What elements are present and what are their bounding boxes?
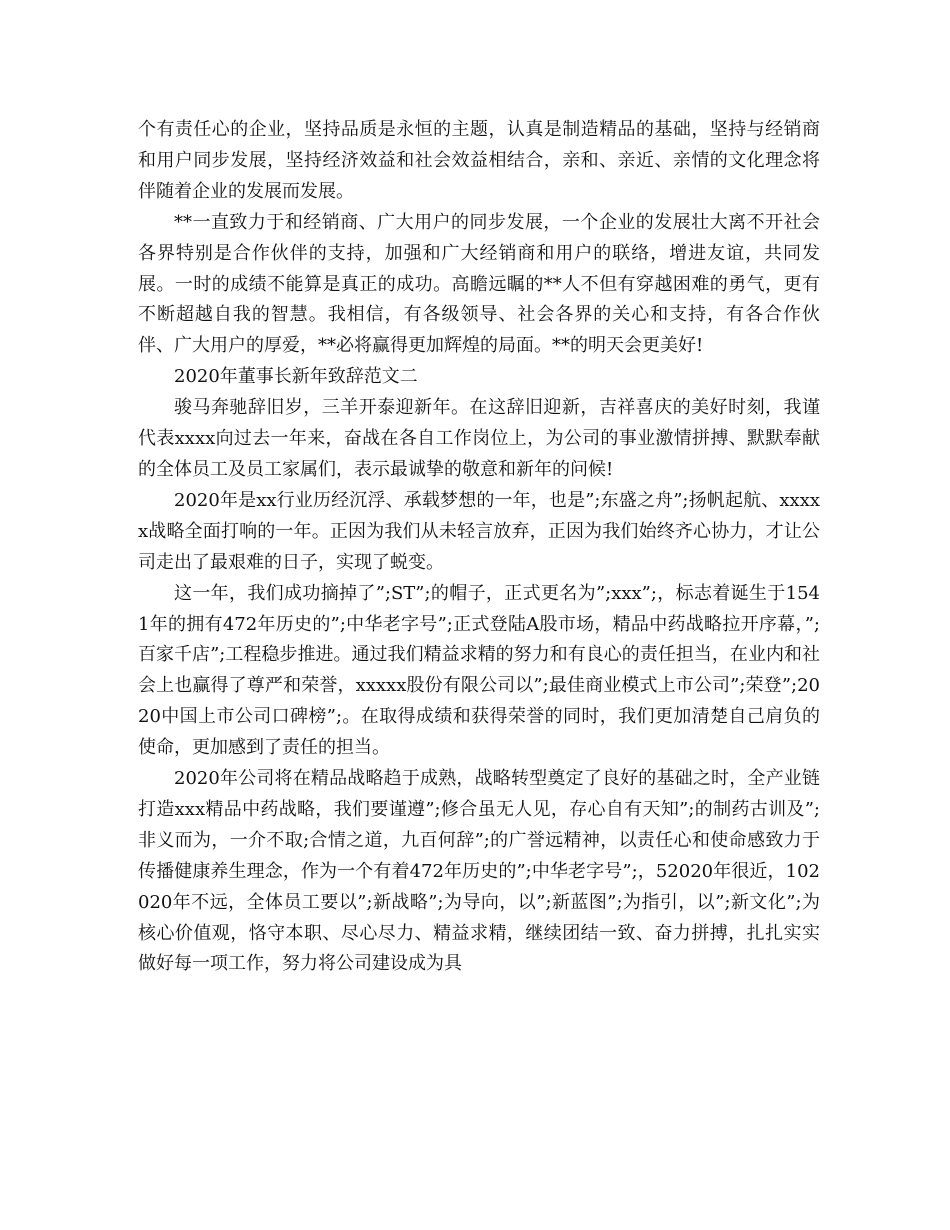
paragraph-achievements: 这一年，我们成功摘掉了”;ST”;的帽子，正式更名为”;xxx”;，标志着诞生于1541年的拥有472年历史的”;中华老字号”;正式登陆A股市场，精品中药战略拉开序幕，”;百家千店”;工程稳步推进。通过我们精益求精的努力和有良心的责任担当，在业内和社会上也赢得了尊严和荣誉，xxxxx股份有限公司以”;最佳商业模式上市公司”;荣登”;2020中国上市公司口碑榜”;。在取得成绩和获得荣誉的同时，我们更加清楚自己肩负的使命，更加感到了责任的担当。 (138, 582, 820, 759)
paragraph-partnership: **一直致力于和经销商、广大用户的同步发展，一个企业的发展壮大离不开社会各界特别是合作伙伴的支持，加强和广大经销商和用户的联络，增进友谊，共同发展。一时的成绩不能算是真正的成功。高瞻远瞩的**人不但有穿越困难的勇气，更有不断超越自我的智慧。我相信，有各级领导、社会各界的关心和支持，有各合作伙伴、广大用户的厚爱，**必将赢得更加辉煌的局面。**的明天会更美好! (138, 211, 820, 357)
paragraph-year-review: 2020年是xx行业历经沉浮、承载梦想的一年，也是”;东盛之舟”;扬帆起航、xxxxx战略全面打响的一年。正因为我们从未轻言放弃，正因为我们始终齐心协力，才让公司走出了最艰难的日子，实现了蜕变。 (138, 489, 820, 573)
paragraph-strategy: 2020年公司将在精品战略趋于成熟，战略转型奠定了良好的基础之时，全产业链打造xxx精品中药战略，我们要谨遵”;修合虽无人见，存心自有天知”;的制药古训及”;非义而为，一介不取;合情之道，九百何辞”;的广誉远精神，以责任心和使命感致力于传播健康养生理念，作为一个有着472年历史的”;中华老字号”;，52020年很近，102020年不远，全体员工要以”;新战略”;为导向，以”;新蓝图”;为指引，以”;新文化”;为核心价值观，恪守本职、尽心尽力、精益求精，继续团结一致、奋力拼搏，扎扎实实做好每一项工作，努力将公司建设成为具 (138, 768, 820, 975)
section-heading: 2020年董事长新年致辞范文二 (174, 366, 418, 388)
paragraph-greeting: 骏马奔驰辞旧岁，三羊开泰迎新年。在这辞旧迎新，吉祥喜庆的美好时刻，我谨代表xxxx向过去一年来，奋战在各自工作岗位上，为公司的事业激情拼搏、默默奉献的全体员工及员工家属们，表示最诚挚的敬意和新年的问候! (138, 397, 820, 480)
paragraph-continued-intro: 个有责任心的企业，坚持品质是永恒的主题，认真是制造精品的基础，坚持与经销商和用户同步发展，坚持经济效益和社会效益相结合，亲和、亲近、亲情的文化理念将伴随着企业的发展而发展。 (138, 119, 820, 202)
document-body (138, 115, 820, 980)
